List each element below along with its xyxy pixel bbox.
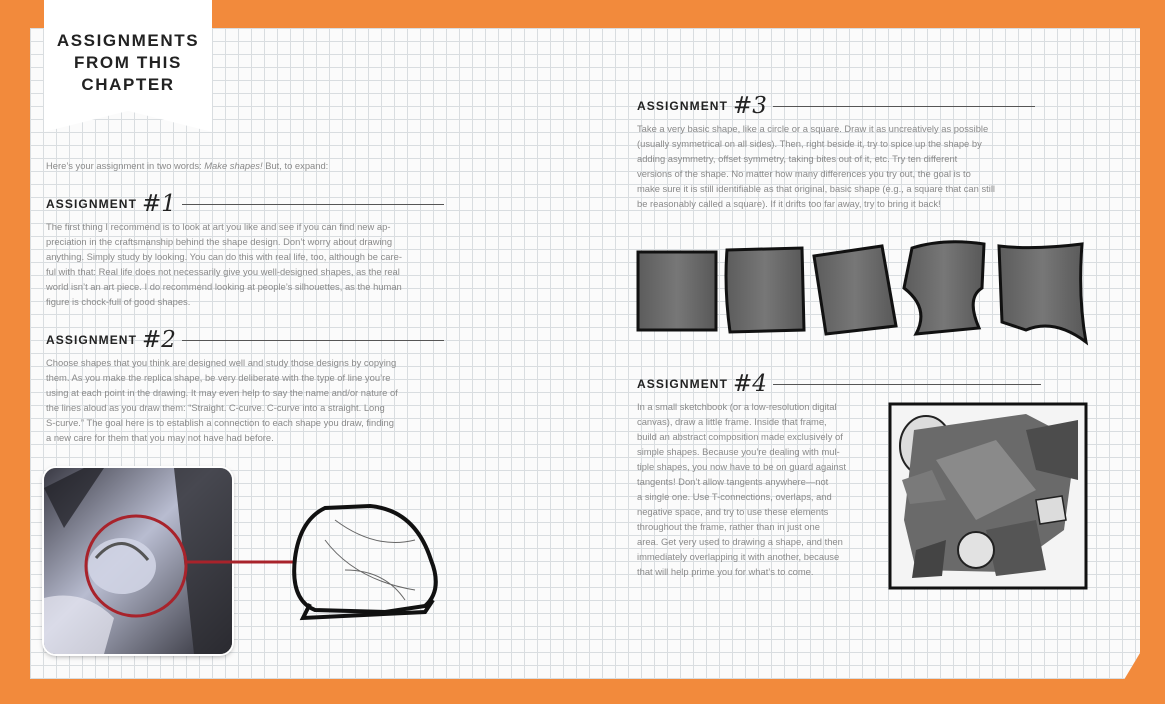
square-variations bbox=[634, 238, 1089, 346]
assignment-4-heading: ASSIGNMENT #4 bbox=[637, 374, 1041, 394]
square-variation bbox=[726, 248, 804, 332]
square-variation bbox=[814, 246, 896, 334]
banner-line: FROM THIS bbox=[74, 53, 182, 72]
basic-square bbox=[638, 252, 716, 330]
square-variation bbox=[904, 242, 984, 334]
heading-rule bbox=[182, 340, 444, 341]
square-variation bbox=[999, 244, 1086, 342]
heading-rule bbox=[182, 204, 444, 205]
banner-title bbox=[44, 30, 212, 96]
heading-rule bbox=[773, 384, 1041, 385]
abstract-composition bbox=[886, 400, 1092, 592]
heading-rule bbox=[773, 106, 1035, 107]
banner-line: CHAPTER bbox=[81, 75, 175, 94]
banner-line: ASSIGNMENTS bbox=[56, 31, 200, 50]
replica-shape-outline bbox=[294, 506, 436, 612]
assignment-2-body: Choose shapes that you think are designed well and study those designs by copying them. As you make the replica shape, be very deliberate with the type of line you’re using at each point in the drawing. It may even help to say the name and/or nature of the lines aloud as you draw them: “Straight. C-curve. C-curve into a straight. Long S-curve.” The goal here is to establish a connection to each shape you draw, finding a new care for them that you may not have had before. bbox=[46, 357, 398, 443]
intro-text: Here’s your assignment in two words: Make shapes! But, to expand: bbox=[46, 160, 329, 171]
assignment-2-heading: ASSIGNMENT #2 bbox=[46, 330, 444, 350]
assignment-3-body: Take a very basic shape, like a circle or a square. Draw it as uncreatively as possible (usually symmetrical on all sides). Then, right beside it, try to spice up the shape by adding asymmetry, offset symmetry, taking bites out of it, etc. Try ten different versions of the shape. No matter how many differences you try out, the goal is to make sure it is still identifiable as that original, basic shape (e.g., a square that can still be reasonably called a square). If it drifts too far away, try to bring it back! bbox=[637, 123, 995, 209]
assignment-4-body: In a small sketchbook (or a low-resolution digital canvas), draw a little frame. Inside that frame, build an abstract composition made exclusively of simple shapes. Because you’re dealing with mul- tiple shapes, you now have to be on guard against tangents! Don’t allow tangents anywhere—not a single one. Use T-connections, overlaps, and negative space, and try to use these elements throughout the frame, rather than in just one area. Get very used to drawing a shape, and then immediately overlapping it with another, because that will help prime you for what’s to come. bbox=[637, 401, 847, 577]
sketch-illustration bbox=[185, 500, 445, 640]
assignment-1-body: The first thing I recommend is to look at art you like and see if you can find new ap- preciation in the craftsmanship behind the shape design. Don’t worry about drawing anything. Simply study by looking. You can do this with real life, too, although be care- ful with that: Real life does not necessarily give you well-designed shapes, as the real world isn’t an art piece. I do recommend looking at people’s silhouettes, as the human figure is chock-full of good shapes. bbox=[46, 221, 402, 307]
assignment-1-heading: ASSIGNMENT #1 bbox=[46, 194, 444, 214]
assignment-3-heading: ASSIGNMENT #3 bbox=[637, 96, 1035, 116]
